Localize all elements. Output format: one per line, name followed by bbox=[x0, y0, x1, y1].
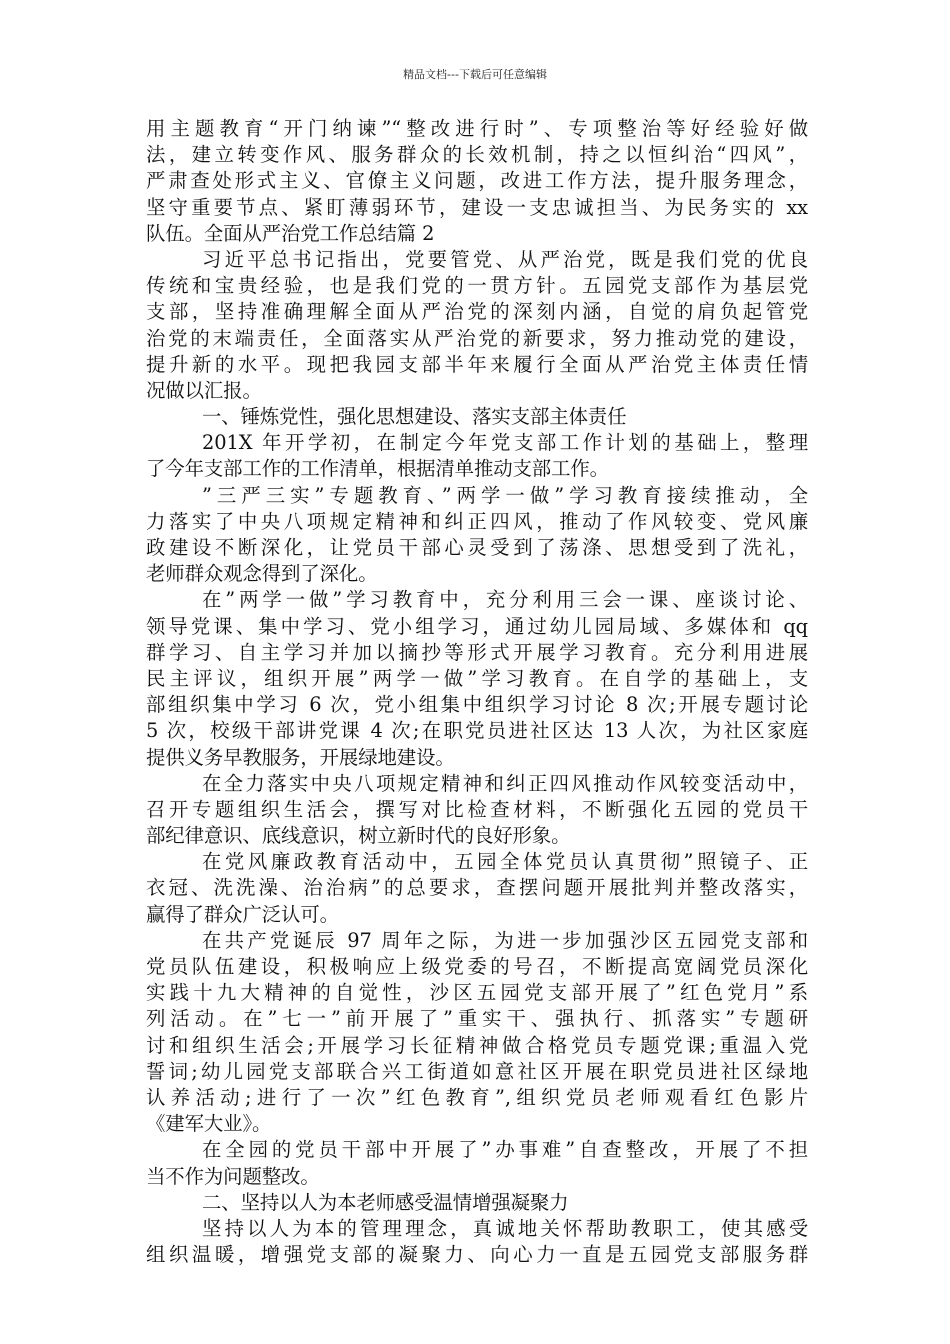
text-line: 提供义务早教服务，开展绿地建设。 bbox=[146, 745, 455, 769]
text-line: 列活动。在”七一”前开展了”重实干、强执行、抓落实”专题研 bbox=[146, 1007, 808, 1031]
page-header: 精品文档---下载后可任意编辑 bbox=[403, 68, 547, 81]
text-line: 《建军大业》。 bbox=[146, 1112, 272, 1136]
text-line: 政建设不断深化，让党员干部心灵受到了荡涤、思想受到了洗礼， bbox=[146, 536, 808, 559]
text-line: 提升新的水平。现把我园支部半年来履行全面从严治党主体责任情 bbox=[146, 352, 808, 376]
text-line: 认养活动;进行了一次”红色教育”,组织党员老师观看红色影片 bbox=[146, 1085, 808, 1109]
text-line: 领导党课、集中学习、党小组学习，通过幼儿园局域、多媒体和 qq bbox=[146, 614, 808, 638]
text-line: 在全力落实中央八项规定精神和纠正四风推动作风较变活动中， bbox=[202, 771, 808, 795]
text-line: 在”两学一做”学习教育中，充分利用三会一课、座谈讨论、 bbox=[202, 588, 808, 612]
text-line: 实践十九大精神的自觉性，沙区五园党支部开展了”红色党月”系 bbox=[146, 981, 808, 1005]
text-line: 部组织集中学习 6 次，党小组集中组织学习讨论 8 次;开展专题讨论 bbox=[146, 693, 808, 717]
text-line: 衣冠、洗洗澡、治治病”的总要求，查摆问题开展批判并整改落实， bbox=[146, 876, 808, 900]
text-line: 讨和组织生活会;开展学习长征精神做合格党员专题党课;重温入党 bbox=[146, 1033, 808, 1057]
text-line: 党员队伍建设，积极响应上级党委的号召，不断提高宽阔党员深化 bbox=[146, 955, 808, 978]
text-line: 用主题教育“开门纳谏”“整改进行时”、专项整治等好经验好做 bbox=[146, 117, 808, 140]
text-line: 二、坚持以人为本老师感受温情增强凝聚力 bbox=[202, 1190, 569, 1214]
text-line: 在党风廉政教育活动中，五园全体党员认真贯彻”照镜子、正 bbox=[202, 850, 808, 874]
text-line: 队伍。全面从严治党工作总结篇 2 bbox=[146, 221, 435, 245]
text-line: 治党的末端责任，全面落实从严治党的新要求，努力推动党的建设， bbox=[146, 326, 808, 350]
text-line: 老师群众观念得到了深化。 bbox=[146, 562, 378, 586]
text-line: 支部，坚持准确理解全面从严治党的深刻内涵，自觉的肩负起管党 bbox=[146, 300, 808, 324]
text-line: 召开专题组织生活会，撰写对比检查材料，不断强化五园的党员干 bbox=[146, 797, 808, 821]
text-line: 法，建立转变作风、服务群众的长效机制，持之以恒纠治“四风”， bbox=[146, 143, 808, 167]
text-line: 群学习、自主学习并加以摘抄等形式开展学习教育。充分利用进展 bbox=[146, 640, 808, 664]
text-line: 严肃查处形式主义、官僚主义问题，改进工作方法，提升服务理念， bbox=[146, 169, 808, 193]
text-line: 坚持以人为本的管理理念，真诚地关怀帮助教职工，使其感受 bbox=[202, 1216, 808, 1240]
text-line: 在全园的党员干部中开展了”办事难”自查整改，开展了不担 bbox=[202, 1138, 808, 1162]
text-line: 部纪律意识、底线意识，树立新时代的良好形象。 bbox=[146, 824, 571, 848]
text-line: 了今年支部工作的工作清单，根据清单推动支部工作。 bbox=[146, 457, 609, 481]
text-line: 5 次，校级干部讲党课 4 次;在职党员进社区达 13 人次，为社区家庭 bbox=[146, 719, 808, 743]
text-line: 一、锤炼党性，强化思想建设、落实支部主体责任 bbox=[202, 405, 627, 429]
text-line: 力落实了中央八项规定精神和纠正四风，推动了作风较变、党风廉 bbox=[146, 509, 808, 533]
text-line: 传统和宝贵经验，也是我们党的一贯方针。五园党支部作为基层党 bbox=[146, 274, 808, 298]
text-line: 况做以汇报。 bbox=[146, 378, 262, 402]
text-line: 坚守重要节点、紧盯薄弱环节，建设一支忠诚担当、为民务实的 xx bbox=[146, 195, 808, 219]
text-line: 赢得了群众广泛认可。 bbox=[146, 902, 339, 926]
text-line: 组织温暖，增强党支部的凝聚力、向心力一直是五园党支部服务群 bbox=[146, 1243, 808, 1267]
document-body bbox=[146, 116, 808, 1268]
text-line: 习近平总书记指出，党要管党、从严治党，既是我们党的优良 bbox=[202, 247, 808, 271]
text-line: ”三严三实”专题教育、”两学一做”学习教育接续推动，全 bbox=[202, 483, 808, 507]
text-line: 在共产党诞辰 97 周年之际，为进一步加强沙区五园党支部和 bbox=[202, 928, 808, 952]
text-line: 201X 年开学初，在制定今年党支部工作计划的基础上，整理 bbox=[202, 431, 808, 455]
text-line: 誓词;幼儿园党支部联合兴工街道如意社区开展在职党员进社区绿地 bbox=[146, 1059, 808, 1083]
text-line: 民主评议，组织开展”两学一做”学习教育。在自学的基础上，支 bbox=[146, 666, 808, 690]
text-line: 当不作为问题整改。 bbox=[146, 1164, 320, 1188]
